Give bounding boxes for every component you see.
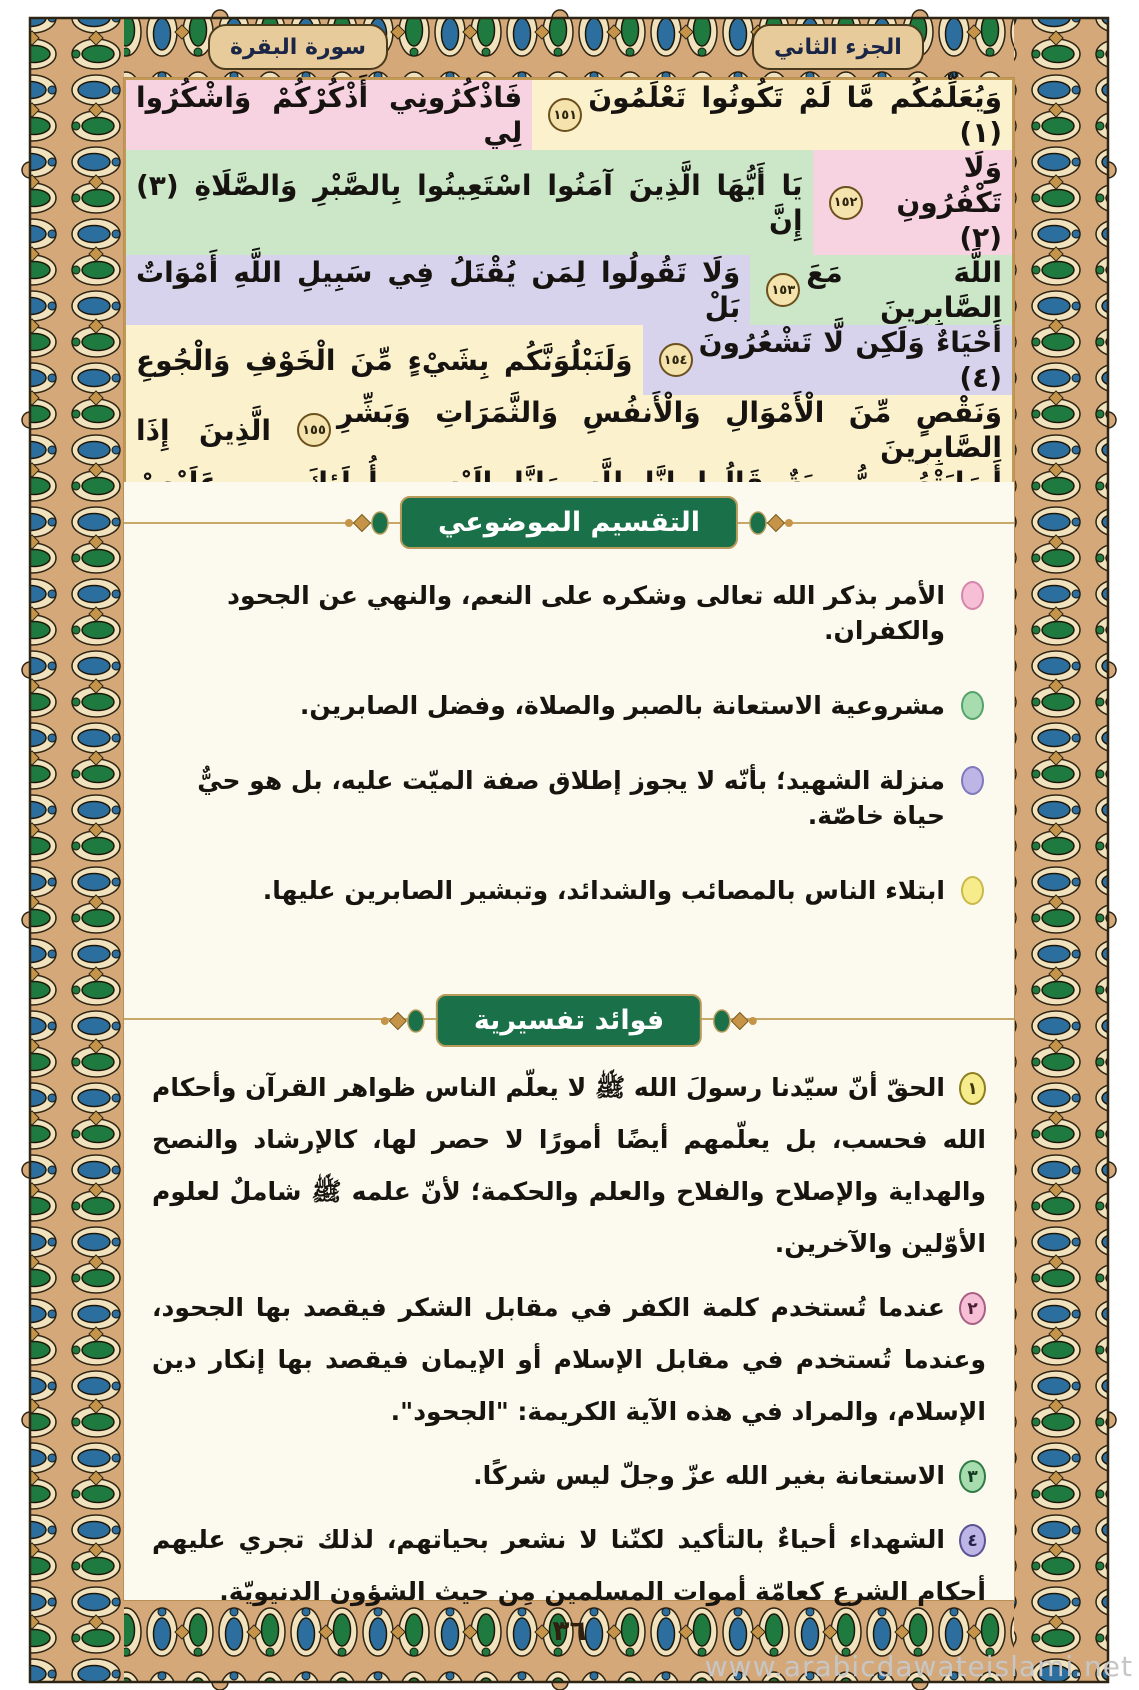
thematic-banner-title: التقسيم الموضوعي <box>400 496 738 549</box>
benefit-number-badge: ٣ <box>959 1460 986 1493</box>
benefits-banner-title: فوائد تفسيرية <box>436 994 702 1047</box>
juz-title: الجزء الثاني <box>774 34 902 60</box>
benefit-item <box>152 1514 986 1618</box>
border-band-left <box>30 18 124 1682</box>
banner-ornament-icon <box>344 509 390 537</box>
benefits-item-list <box>124 988 1014 1618</box>
surah-title: سورة البقرة <box>230 34 367 60</box>
benefit-text: الشهداء أحياءٌ بالتأكيد لكنّنا لا نشعر بحياتهم، لذلك تجري عليهم أحكام الشرع كعامّة أموات المسلمين مِن حيث الشؤون الدنيويّة. <box>152 1525 986 1606</box>
ayah-end-marker: ١٥٤ <box>659 343 693 377</box>
quran-text: وَيُعَلِّمُكُم مَّا لَمْ تَكُونُوا تَعْلَمُونَ (١) <box>588 81 1002 149</box>
border-band-top <box>30 18 1108 78</box>
bullet-text: مشروعية الاستعانة بالصبر والصلاة، وفضل الصابرين. <box>299 691 945 720</box>
quran-text: أَحْيَاءٌ وَلَكِن لَّا تَشْعُرُونَ (٤) <box>698 326 1002 394</box>
ayah-end-marker: ١٥٢ <box>829 186 863 220</box>
quran-text: وَنَقْصٍ مِّنَ الْأَمْوَالِ وَالْأَنفُسِ وَالثَّمَرَاتِ وَبَشِّرِ الصَّابِرِينَ <box>337 396 1002 464</box>
quran-segment <box>643 325 1012 395</box>
ayah-end-marker: ١٥٥ <box>297 413 331 447</box>
bullet-dot-icon <box>961 691 984 720</box>
quran-segment <box>126 150 813 255</box>
benefit-text: الاستعانة بغير الله عزّ وجلّ ليس شركًا. <box>473 1461 945 1490</box>
quran-line <box>126 150 1012 255</box>
quran-text: فَاذْكُرُونِي أَذْكُرْكُمْ وَاشْكُرُوا لِي <box>136 81 523 149</box>
benefit-number-badge: ١ <box>959 1072 986 1105</box>
surah-title-cartouche <box>208 24 388 70</box>
quran-segment <box>532 80 1012 150</box>
page-content <box>124 78 1014 1606</box>
quran-line <box>126 80 1012 150</box>
quran-line <box>126 255 1012 325</box>
benefits-banner <box>380 994 758 1047</box>
banner-ornament-icon <box>380 1007 426 1035</box>
quran-block <box>124 78 1014 482</box>
ayah-end-marker: ١٥١ <box>548 98 582 132</box>
benefit-number-badge: ٤ <box>959 1524 986 1557</box>
benefit-text: الحقّ أنّ سيّدنا رسولَ الله ﷺ لا يعلّم الناس ظواهر القرآن وأحكام الله فحسب، بل يعلّمهم أيضًا أمورًا لا حصر لها، كالإرشاد والنصح والهداية والإصلاح والفلاح والعلم والحكمة؛ لأنّ علمه ﷺ شاملٌ لعلوم الأوّلين والآخرين. <box>152 1073 986 1258</box>
quran-segment <box>126 255 750 325</box>
ayah-end-marker: ١٥٣ <box>766 273 800 307</box>
page-number: ٣٦ <box>552 1614 587 1647</box>
benefit-item <box>152 1282 986 1438</box>
quran-text: وَلَنَبْلُوَنَّكُم بِشَيْءٍ مِّنَ الْخَوْفِ وَالْجُوعِ <box>136 343 633 377</box>
quran-text: الَّذِينَ إِذَا <box>136 413 271 447</box>
thematic-bullet-item <box>154 873 984 908</box>
quran-segment <box>813 150 1012 255</box>
thematic-banner <box>344 496 794 549</box>
quran-text: وَلَا تَقُولُوا لِمَن يُقْتَلُ فِي سَبِيلِ اللَّهِ أَمْوَاتٌ بَلْ <box>136 256 741 324</box>
bullet-dot-icon <box>961 581 984 610</box>
quran-segment <box>126 80 532 150</box>
benefit-text: عندما تُستخدم كلمة الكفر في مقابل الشكر فيقصد بها الجحود، وعندما تُستخدم في مقابل الإسلام أو الإيمان فيقصد بها إنكار دين الإسلام، والمراد في هذه الآية الكريمة: "الجحود". <box>152 1293 986 1426</box>
quran-text: يَا أَيُّهَا الَّذِينَ آمَنُوا اسْتَعِينُوا بِالصَّبْرِ وَالصَّلَاةِ (٣) إِنَّ <box>136 168 803 237</box>
bullet-text: منزلة الشهيد؛ بأنّه لا يجوز إطلاق صفة الميّت عليه، بل هو حيٌّ حياة خاصّة. <box>197 766 945 830</box>
thematic-bullet-item <box>154 688 984 723</box>
benefits-section <box>124 988 1014 1606</box>
quran-line <box>126 325 1012 395</box>
quran-text: اللَّهَ مَعَ الصَّابِرِينَ <box>806 256 1002 324</box>
banner-ornament-icon <box>712 1007 758 1035</box>
quran-segment <box>281 395 1012 465</box>
quran-text: وَلَا تَكْفُرُونِ (٢) <box>896 151 1002 254</box>
bullet-dot-icon <box>961 766 984 795</box>
thematic-section <box>124 482 1014 988</box>
quran-segment <box>750 255 1012 325</box>
benefit-item <box>152 1450 986 1502</box>
juz-title-cartouche <box>752 24 924 70</box>
banner-ornament-icon <box>748 509 794 537</box>
quran-segment <box>126 325 643 395</box>
thematic-bullet-item <box>154 578 984 648</box>
bullet-text: ابتلاء الناس بالمصائب والشدائد، وتبشير الصابرين عليها. <box>262 876 945 905</box>
border-band-right <box>1014 18 1108 1682</box>
bullet-text: الأمر بذكر الله تعالى وشكره على النعم، والنهي عن الجحود والكفران. <box>227 581 945 645</box>
bullet-dot-icon <box>961 876 984 905</box>
quran-segment <box>126 395 281 465</box>
watermark: www.arabicdawateislami.net <box>704 1650 1133 1683</box>
quran-line <box>126 395 1012 465</box>
benefit-item <box>152 1062 986 1270</box>
benefit-number-badge: ٢ <box>959 1292 986 1325</box>
thematic-bullet-item <box>154 763 984 833</box>
